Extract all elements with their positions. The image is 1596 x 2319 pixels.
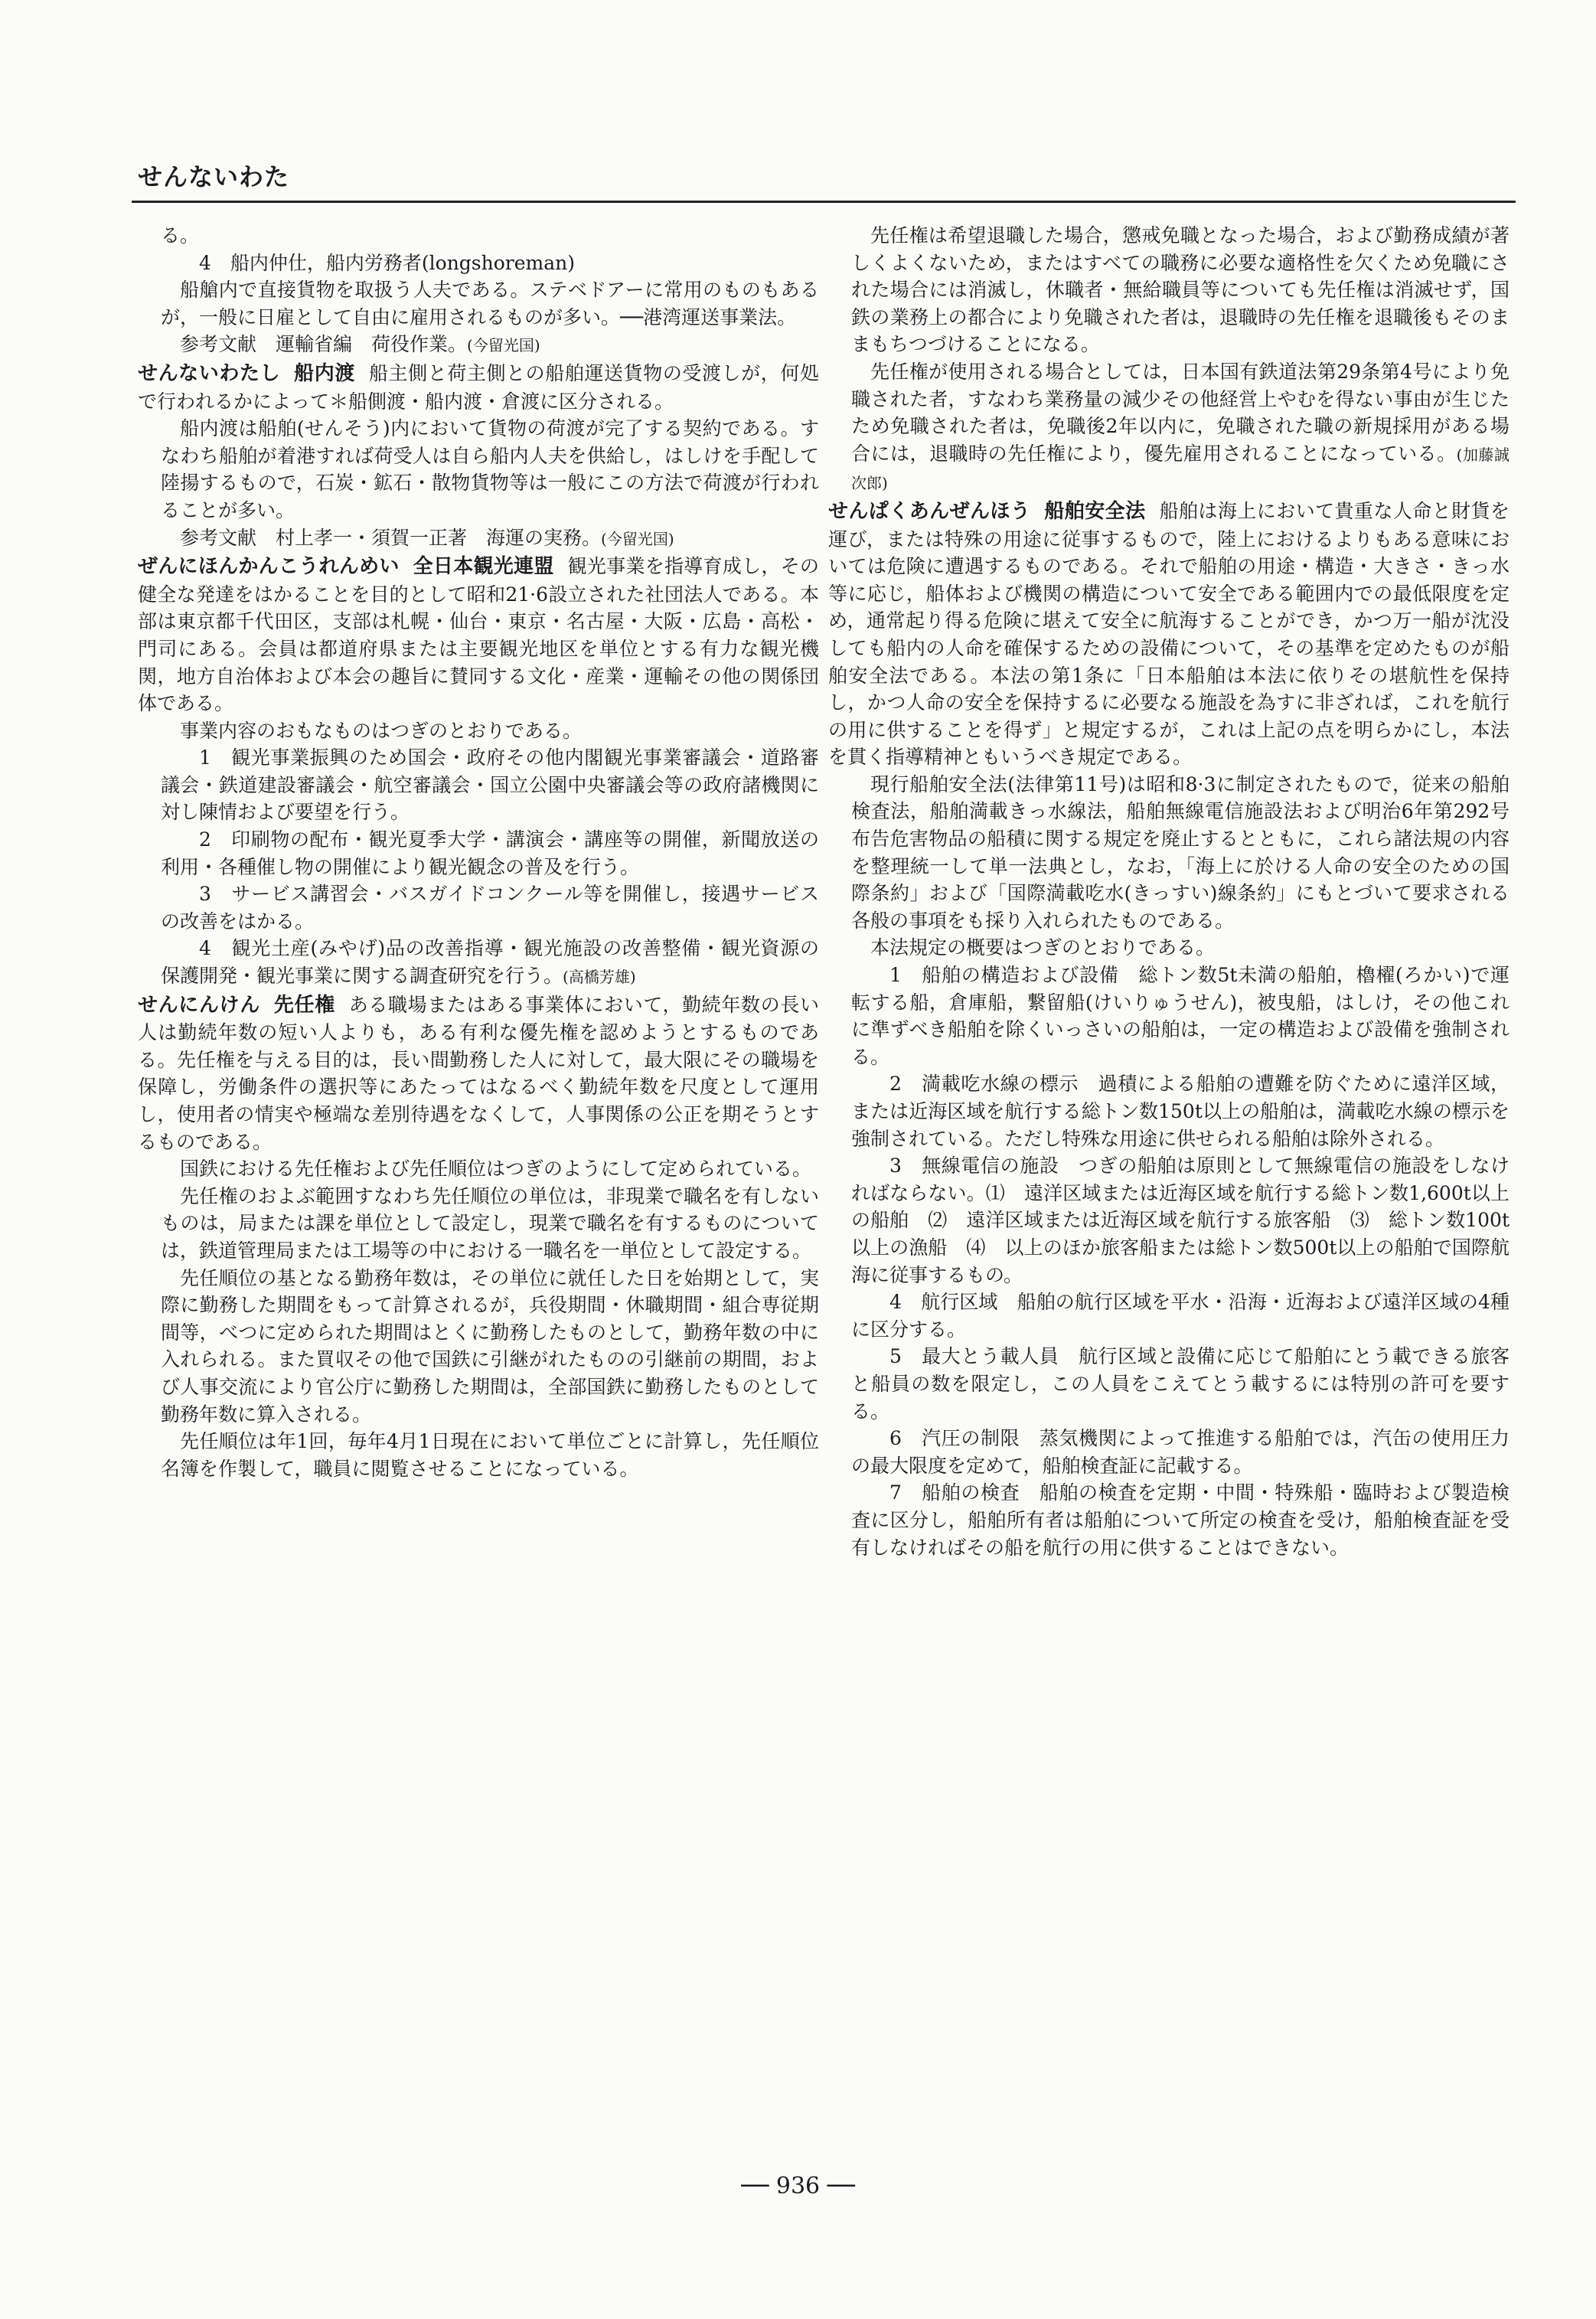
- entry-text: 観光事業を指導育成し，その健全な発達をはかることを目的として昭和21·6設立された社団法人である。本部は東京都千代田区，支部は札幌・仙台・東京・名古屋・大阪・広島・高松・門司にある。会員は都道府県または主要観光地区を単位とする有力な観光機関，地方自治体および本会の趣旨に賛同する文化・産業・運輸その他の関係団体である。: [138, 555, 819, 715]
- numbered-item: [851, 1070, 1510, 1152]
- page-number: ── 936 ──: [741, 2173, 855, 2200]
- numbered-item: [851, 1425, 1510, 1479]
- numbered-item: [851, 1343, 1510, 1425]
- numbered-item: [161, 880, 819, 935]
- entry-text: 船主側と荷主側との船舶運送貨物の受渡しが，何処で行われるかによって＊船側渡・船内渡・倉渡に区分される。: [138, 361, 819, 413]
- paragraph-text: 事業内容のおもなものはつぎのとおりである。: [180, 719, 583, 742]
- paragraph: [161, 415, 819, 524]
- paragraph-text: 参考文献 運輸省編 荷役作業。: [180, 333, 468, 356]
- paragraph-text: 参考文献 村上孝一・須賀一正著 海運の実務。: [180, 526, 602, 549]
- paragraph-text: 2 満載吃水線の標示 過積による船舶の遭難を防ぐために遠洋区域，または近海区域を航行する総トン数150t以上の船舶は，満載吃水線の標示を強制されている。ただし特殊な用途に供せられる船舶は除外される。: [851, 1073, 1510, 1150]
- paragraph-text: 先任権のおよぶ範囲すなわち先任順位の単位は，非現業で職名を有しないものは，局または課を単位として設定し，現業で職名を有するものについては，鉄道管理局または工場等の中における一職名を一単位として設定する。: [161, 1184, 819, 1262]
- paragraph: [851, 934, 1510, 962]
- paragraph-text: 6 汽圧の制限 蒸気機関によって推進する船舶では，汽缶の使用圧力の最大限度を定めて，船舶検査証に記載する。: [851, 1427, 1510, 1477]
- paragraph-text: 7 船舶の検査 船舶の検査を定期・中間・特殊船・臨時および製造検査に区分し，船舶所有者は船舶について所定の検査を受け，船舶検査証を受有しなければその船を航行の用に供することはできない。: [851, 1481, 1510, 1559]
- numbered-item: [161, 935, 819, 991]
- paragraph: [161, 1265, 819, 1429]
- paragraph-text: 3 無線電信の施設 つぎの船舶は原則として無線電信の施設をしなければならない。⑴ 遠洋区域または近海区域を航行する総トン数1,600t以上の船舶 ⑵ 遠洋区域または近海区域を航行する旅客船 ⑶ 総トン数100t以上の漁船 ⑷ 以上のほか旅客船または総トン数500t以上の船舶で国際航海に従事するもの。: [851, 1155, 1510, 1286]
- header-rule: [132, 201, 1516, 203]
- entry-term: 全日本観光連盟: [413, 555, 554, 579]
- paragraph-text: 1 船舶の構造および設備 総トン数5t未満の船舶，櫓櫂(ろかい)で運転する船，倉庫船，繋留船(けいりゅうせん)，被曳船，はしけ，その他これに準ずべき船舶を除くいっさいの船舶は，一定の構造および設備を強制される。: [851, 964, 1510, 1068]
- paragraph: [161, 331, 819, 360]
- entry-term: 先任権: [273, 993, 335, 1017]
- paragraph-text: 4 観光土産(みやげ)品の改善指導・観光施設の改善整備・観光資源の保護開発・観光事業に関する調査研究を行う。: [161, 937, 819, 988]
- paragraph-text: 1 観光事業振興のため国会・政府その他内閣観光事業審議会・道路審議会・鉄道建設審議会・航空審議会・国立公園中央審議会等の政府諸機関に対し陳情および要望を行う。: [161, 746, 819, 824]
- entry-term: 船内渡: [294, 361, 355, 385]
- dictionary-entry: [138, 991, 819, 1156]
- dictionary-entry: [138, 360, 819, 415]
- entry-headword: せんないわたし: [138, 361, 281, 385]
- paragraph: [161, 717, 819, 745]
- paragraph-text: 国鉄における先任権および先任順位はつぎのようにして定められている。: [180, 1158, 812, 1181]
- entry-headword: せんにんけん: [138, 993, 260, 1017]
- entry-headword: せんぱくあんぜんほう: [828, 499, 1031, 523]
- paragraph-text: 先任権は希望退職した場合，懲戒免職となった場合，および勤務成績が著しくよくないため，またはすべての職務に必要な適格性を欠くため免職にされた場合には消滅し，休職者・無給職員等についても先任権は消滅せず，国鉄の業務上の都合により免職された者は，退職時の先任権を退職後もそのままもちつづけることになる。: [851, 224, 1510, 356]
- paragraph-text: 先任順位の基となる勤務年数は，その単位に就任した日を始期として，実際に勤務した期間をもって計算されるが，兵役期間・休職期間・組合専従期間等，べつに定められた期間はとくに勤務したものとして，勤務年数の中に入れられる。また買収その他で国鉄に引継がれたものの引継前の期間，および人事交流により官公庁に勤務した期間は，全部国鉄に勤務したものとして勤務年数に算入される。: [161, 1266, 819, 1426]
- paragraph: [161, 1428, 819, 1482]
- dictionary-entry: [828, 498, 1510, 771]
- paragraph-text: 5 最大とう載人員 航行区域と設備に応じて船舶にとう載できる旅客と船員の数を限定し，この人員をこえてとう載するには特別の許可を要する。: [851, 1345, 1510, 1422]
- author-note: (加藤誠次郎): [851, 445, 1510, 493]
- paragraph-text: 船内渡は船舶(せんそう)内において貨物の荷渡が完了する契約である。すなわち船舶が着港すれば荷受人は自ら船内人夫を供給し，はしけを手配して陸揚するもので，石炭・鉱石・散物貨物等は一般にこの方法で荷渡が行われることが多い。: [161, 417, 819, 521]
- dictionary-entry: [138, 553, 819, 717]
- paragraph: [851, 358, 1510, 498]
- running-header: せんないわた: [138, 162, 290, 191]
- numbered-item: [161, 744, 819, 826]
- numbered-item: [161, 826, 819, 880]
- paragraph: [161, 276, 819, 331]
- paragraph: [161, 222, 819, 250]
- entry-text: 船舶は海上において貴重な人命と財貨を運び，または特殊の用途に従事するもので，陸上におけるよりもある意味においては危険に遭遇するものである。それで船舶の用途・構造・大きさ・きっ水等に応じ，船体および機関の構造について安全である範囲内での最低限度を定め，通常起り得る危険に堪えて安全に航海することができ，かつ万一船が沈没しても船内の人命を確保するための設備について，その基準を定めたものが船舶安全法である。本法の第1条に「日本船舶は本法に依りその堪航性を保持し，かつ人命の安全を保持するに必要なる施設を為すに非ざれば，これを航行の用に供することを得ず」と規定するが，これは上記の点を明らかにし，本法を貫く指導精神ともいうべき規定である。: [828, 499, 1510, 769]
- right-column: [828, 222, 1510, 1561]
- entry-headword: ぜんにほんかんこうれんめい: [138, 555, 400, 579]
- entry-text: ある職場またはある事業体において，勤続年数の長い人は勤続年数の短い人よりも，ある有利な優先権を認めようとするものである。先任権を与える目的は，長い間勤務した人に対して，最大限にその職場を保障し，労働条件の選択等にあたってはなるべく勤続年数を尺度として運用し，使用者の情実や極端な差別待遇をなくして，人事関係の公正を期そうとするものである。: [138, 993, 819, 1153]
- numbered-item: [851, 1479, 1510, 1561]
- author-note: (今留光国): [601, 529, 674, 548]
- paragraph-text: 現行船舶安全法(法律第11号)は昭和8·3に制定されたもので，従来の船舶検査法，船舶満載きっ水線法，船舶無線電信施設法および明治6年第292号布告危害物品の船積に関する規定を廃止するとともに，これら諸法規の内容を整理統一して単一法典とし，なお，「海上に於ける人命の安全のための国際条約」および「国際満載吃水(きっすい)線条約」にもとづいて要求される各般の事項をも採り入れられたものである。: [851, 772, 1510, 932]
- paragraph-text: 先任権が使用される場合としては，日本国有鉄道法第29条第4号により免職された者，すなわち業務量の減少その他経営上やむを得ない事由が生じたため免職された者は，免職後2年以内に，免職された職の新規採用がある場合には，退職時の先任権により，優先雇用されることになっている。: [851, 360, 1510, 465]
- numbered-item: [851, 962, 1510, 1070]
- paragraph-text: 3 サービス講習会・バスガイドコンクール等を開催し，接遇サービスの改善をはかる。: [161, 883, 819, 932]
- paragraph-text: 本法規定の概要はつぎのとおりである。: [870, 936, 1216, 959]
- paragraph-text: 2 印刷物の配布・観光夏季大学・講演会・講座等の開催，新聞放送の利用・各種催し物の開催により観光観念の普及を行う。: [161, 828, 819, 878]
- author-note: (今留光国): [467, 336, 540, 355]
- paragraph: [851, 771, 1510, 935]
- left-column: [138, 222, 819, 1482]
- paragraph: [851, 222, 1510, 358]
- paragraph-text: 船艙内で直接貨物を取扱う人夫である。ステベドアーに常用のものもあるが，一般に日雇として自由に雇用されるものが多い。──港湾運送事業法。: [161, 279, 819, 328]
- author-note: (高橋芳雄): [563, 968, 636, 987]
- numbered-item: [851, 1289, 1510, 1343]
- paragraph: [161, 524, 819, 554]
- paragraph: [161, 1183, 819, 1265]
- paragraph-text: 先任順位は年1回，毎年4月1日現在において単位ごとに計算し，先任順位名簿を作製して，職員に閲覧させることになっている。: [161, 1430, 819, 1480]
- paragraph: [161, 1155, 819, 1183]
- paragraph-text: 4 航行区域 船舶の航行区域を平水・沿海・近海および遠洋区域の4種に区分する。: [851, 1291, 1510, 1341]
- entry-term: 船舶安全法: [1044, 499, 1146, 523]
- paragraph-text: る。: [161, 224, 200, 247]
- paragraph-text: 4 船内仲仕，船内労務者(longshoreman): [199, 251, 576, 274]
- numbered-item: [851, 1152, 1510, 1289]
- numbered-item: [161, 250, 819, 277]
